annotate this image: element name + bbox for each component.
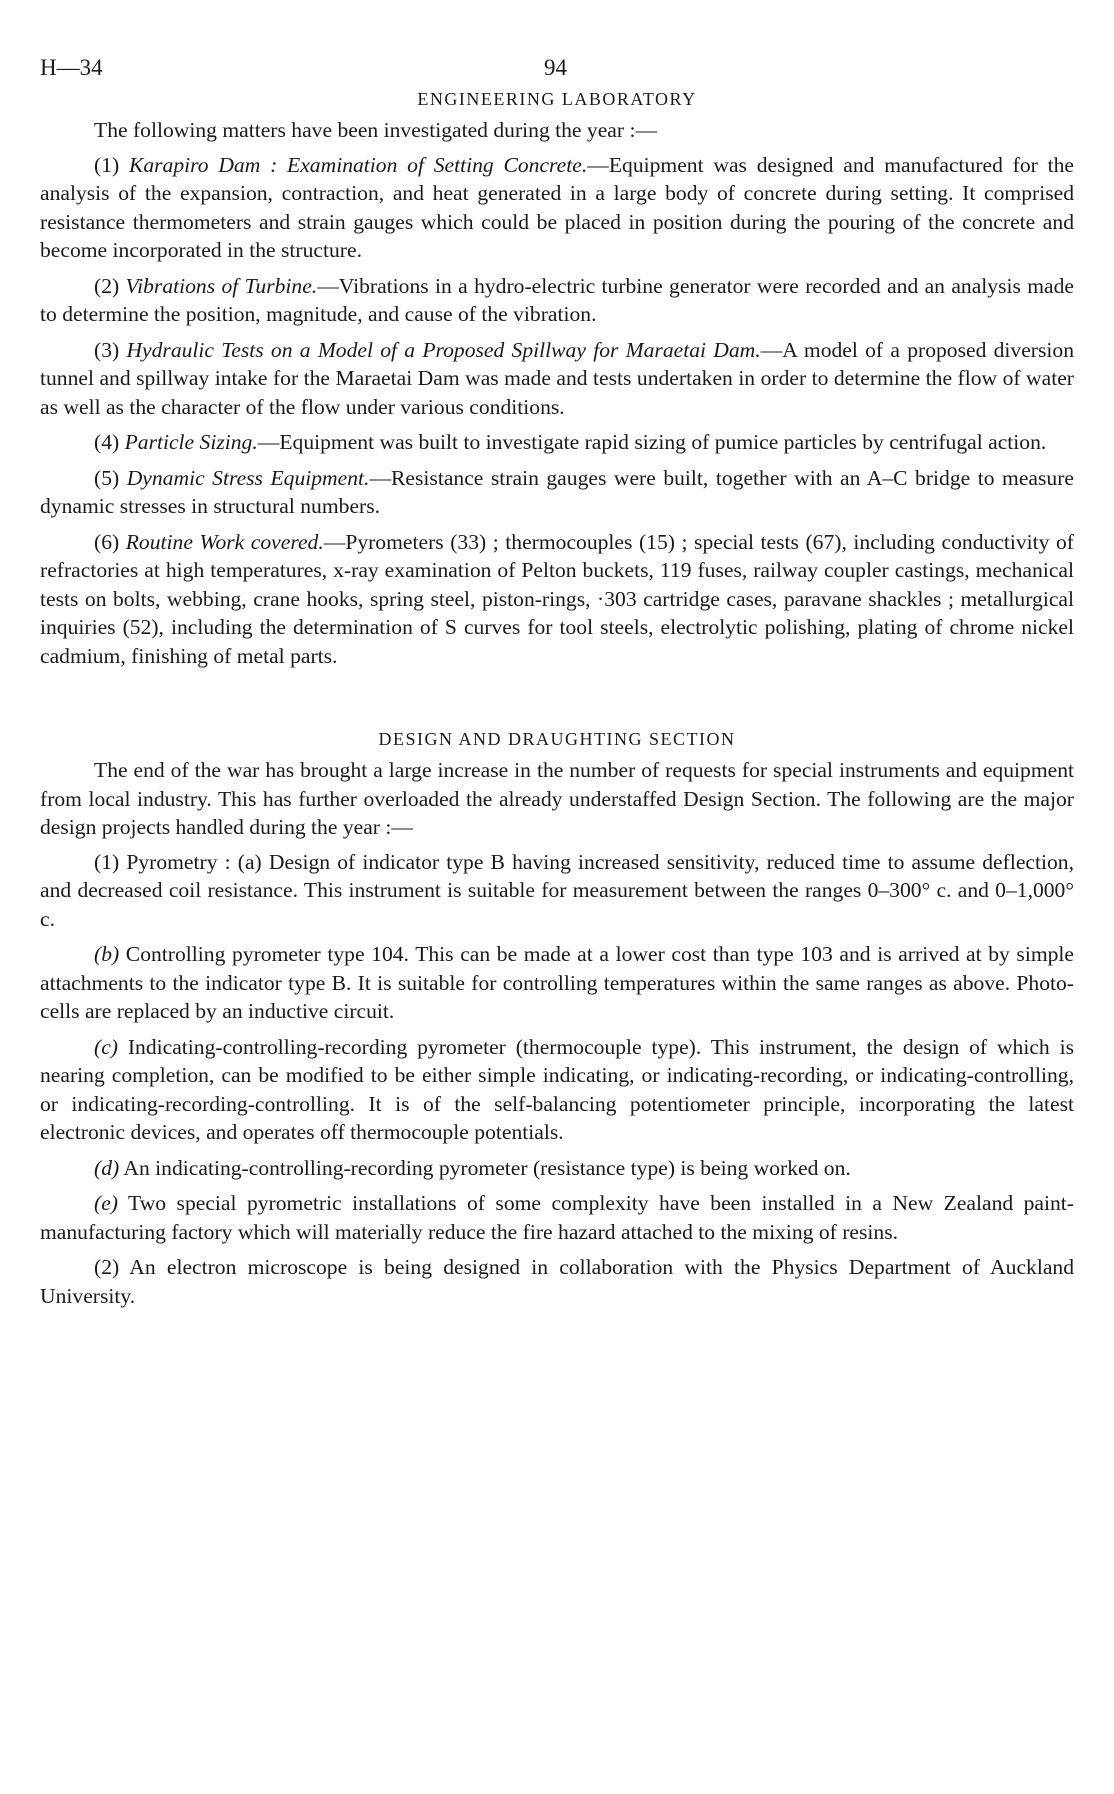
item-text: An electron microscope is being designed in collaboration with the Physics Department of Auckland University.: [40, 1255, 1075, 1308]
paragraph-item: [40, 848, 1074, 934]
item-number: (1): [94, 849, 127, 874]
item-title: (b): [94, 942, 120, 966]
item-text: Indicating-controlling-recording pyrometer (thermocouple type). This instrument, the design of which is nearing completion, can be modified to be either simple indicating, or indicating-recording, or indicating-controlling, or indicating-recording-controlling. It is of the self-balancing potentiometer principle, incorporating the latest electronic devices, and operates off thermocouple potentials.: [40, 1034, 1074, 1144]
running-head: [40, 55, 1074, 89]
paragraph-item: [40, 940, 1074, 1026]
paragraph-item: [40, 428, 1074, 457]
item-title: (e): [94, 1191, 118, 1215]
paragraph-item: [40, 272, 1074, 329]
item-text: Pyrometry : (a) Design of indicator type B having increased sensitivity, reduced time to assume deflection, and decreased coil resistance. This instrument is suitable for measurement between the ranges 0–300° c. and 0–1,000° c.: [40, 849, 1074, 931]
item-number: (2): [94, 273, 126, 298]
paragraph-item: [40, 151, 1074, 265]
item-number: (5): [94, 465, 127, 490]
item-text: An indicating-controlling-recording pyrometer (resistance type) is being worked on.: [119, 1155, 851, 1180]
item-number: (3): [94, 337, 127, 362]
section-intro: The following matters have been investigated during the year :—: [94, 118, 658, 142]
item-title: Routine Work covered.: [125, 529, 324, 554]
item-number: (1): [94, 152, 129, 177]
section-heading-engineering-laboratory: ENGINEERING LABORATORY: [417, 89, 697, 109]
paragraph-item: [40, 528, 1074, 671]
item-text: —A model of a proposed diversion tunnel and spillway intake for the Maraetai Dam was made and tests undertaken in order to determine the flow of water as well as the character of the flow under various conditions.: [40, 337, 1074, 419]
item-text: —Resistance strain gauges were built, together with an A–C bridge to measure dynamic stresses in structural numbers.: [40, 465, 1074, 518]
item-text: —Equipment was designed and manufactured for the analysis of the expansion, contraction, and heat generated in a large body of concrete during setting. It comprised resistance thermometers and strain gauges which could be placed in position during the pouring of the concrete and become incorporated in the structure.: [40, 152, 1074, 262]
item-title: Karapiro Dam : Examination of Setting Concrete.: [128, 152, 588, 177]
item-text: Controlling pyrometer type 104. This can be made at a lower cost than type 103 and is arrived at by simple attachments to the indicator type B. It is suitable for controlling temperatures within the same ranges as above. Photo-cells are replaced by an inductive circuit.: [40, 942, 1074, 1023]
item-text: Two special pyrometric installations of some complexity have been installed in a New Zealand paint-manufacturing factory which will materially reduce the fire hazard attached to the mixing of resins.: [40, 1191, 1074, 1244]
paragraph-item: [40, 1189, 1074, 1246]
paragraph-item: [40, 1253, 1074, 1310]
page-number: 94: [544, 55, 567, 80]
item-number: (6): [94, 529, 126, 554]
item-title: Dynamic Stress Equipment.: [126, 465, 370, 490]
item-title: Particle Sizing.: [124, 430, 258, 454]
section-heading-design-draughting: DESIGN AND DRAUGHTING SECTION: [378, 729, 736, 749]
item-text: —Pyrometers (33) ; thermocouples (15) ; special tests (67), including conductivity of refractories at high temperatures, x-ray examination of Pelton buckets, 119 fuses, railway coupler castings, mechanical tests on bolts, webbing, crane hooks, spring steel, piston-rings, ·303 cartridge cases, paravane shackles ; metallurgical inquiries (52), including the determination of S curves for tool steels, electrolytic polishing, plating of chrome nickel cadmium, finishing of metal parts.: [40, 529, 1075, 668]
item-title: (c): [94, 1034, 118, 1059]
paragraph-item: [40, 336, 1074, 422]
item-number: (2): [94, 1255, 130, 1279]
item-number: (4): [94, 430, 125, 454]
paragraph-item: [40, 1033, 1074, 1147]
document-page: [40, 55, 1074, 1317]
item-text: —Vibrations in a hydro-electric turbine generator were recorded and an analysis made to determine the position, magnitude, and cause of the vibration.: [40, 273, 1074, 326]
paragraph-item: [40, 1154, 1074, 1183]
section-spacer: [40, 677, 1074, 729]
section-intro: The end of the war has brought a large increase in the number of requests for special instruments and equipment from local industry. This has further overloaded the already understaffed Design Section. The following are the major design projects handled during the year :—: [40, 758, 1074, 839]
item-text: —Equipment was built to investigate rapid sizing of pumice particles by centrifugal action.: [257, 430, 1047, 454]
item-title: Vibrations of Turbine.: [125, 273, 318, 298]
paragraph-item: [40, 464, 1074, 521]
item-title: (d): [94, 1155, 120, 1180]
item-title: Hydraulic Tests on a Model of a Proposed Spillway for Maraetai Dam.: [126, 337, 761, 362]
report-reference: H—34: [40, 55, 103, 80]
